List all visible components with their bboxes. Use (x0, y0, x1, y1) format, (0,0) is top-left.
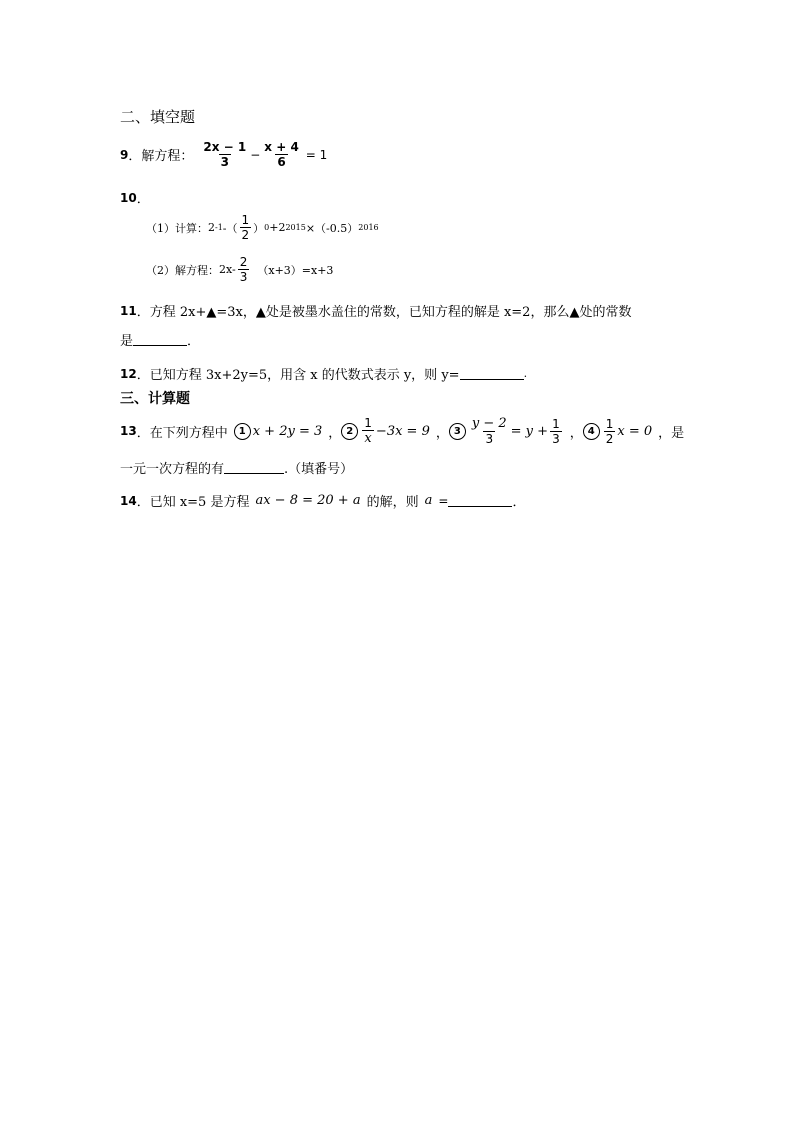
fraction (240, 214, 252, 241)
exponent: 2016 (358, 223, 379, 232)
equation-rhs: = 1 (305, 147, 328, 162)
question-prefix: ．解方程： (128, 149, 194, 164)
question-suffix: . (523, 367, 528, 380)
fraction-denominator: 2 (241, 228, 250, 242)
fraction-numerator: x + 4 (264, 140, 299, 154)
section-title-calculation (120, 388, 190, 408)
question-text: 一元一次方程的有 (120, 462, 225, 477)
fraction (550, 418, 562, 445)
equation-2-rest: −3x = 9 (375, 423, 430, 439)
fraction-denominator: x (364, 431, 372, 446)
equation-1: x + 2y = 3 (252, 423, 323, 439)
question-text: 是 (120, 334, 134, 349)
equation-3-middle: = y + (510, 423, 549, 439)
question-dot: ． (136, 192, 150, 207)
question-text: ．方程 2x+▲=3x，▲处是被墨水盖住的常数，已知方程的解是 x=2，那么▲处的常数 (136, 305, 632, 320)
fraction (470, 417, 509, 445)
question-suffix: ． (512, 495, 526, 510)
answer-blank[interactable] (224, 461, 284, 474)
question-text: ．已知方程 3x+2y=5，用含 x 的代数式表示 y，则 y= (136, 368, 460, 383)
fraction-numerator: 2 (239, 255, 248, 269)
fraction-2 (262, 141, 301, 168)
question-14 (120, 491, 525, 510)
question-suffix: ，是 (658, 425, 685, 441)
part-label: （2）解方程： (146, 263, 219, 277)
circled-number-2: 2 (341, 423, 358, 440)
fraction-denominator: 3 (239, 270, 248, 284)
question-13 (120, 417, 684, 445)
term: （x+3）=x+3 (257, 263, 334, 277)
fraction (604, 418, 616, 445)
circled-number-4: 4 (583, 423, 600, 440)
equals-sign: = (438, 493, 449, 508)
question-number: 11 (120, 303, 137, 318)
question-11 (120, 301, 631, 320)
term: ×（-0.5） (305, 221, 359, 235)
question-9 (120, 141, 327, 168)
answer-blank[interactable] (448, 494, 512, 507)
comma: ， (435, 425, 449, 441)
term: +2 (269, 221, 286, 234)
variable: a (424, 493, 433, 508)
fraction-denominator: 2 (605, 431, 614, 446)
part-label: （1）计算： (146, 221, 208, 235)
question-suffix: .（填番号） (284, 462, 354, 477)
equation-4-rest: x = 0 (617, 423, 653, 439)
section-title-text: 二、填空题 (120, 108, 196, 126)
term: 2 (208, 221, 215, 234)
question-11-line-2 (120, 330, 200, 349)
fraction-numerator: 2x − 1 (203, 140, 247, 154)
section-title-fill-blank (120, 106, 195, 127)
question-suffix: ． (187, 334, 201, 349)
fraction-denominator: 3 (220, 155, 229, 169)
question-10-part-1 (146, 214, 379, 241)
fraction-numerator: y − 2 (471, 416, 507, 431)
question-10-part-2 (146, 256, 333, 283)
question-prefix: ．已知 x=5 是方程 (136, 495, 250, 510)
question-middle: 的解，则 (366, 495, 419, 510)
question-10 (120, 188, 150, 207)
fraction-denominator: 3 (485, 432, 494, 446)
fraction-numerator: 1 (364, 416, 372, 430)
section-title-text: 三、计算题 (120, 391, 190, 407)
question-number: 12 (120, 366, 137, 381)
term: -（ (222, 221, 238, 235)
fraction-numerator: 1 (241, 213, 250, 227)
circled-number-3: 3 (449, 423, 466, 440)
fraction-numerator: 1 (552, 416, 560, 431)
exponent: 2015 (285, 223, 306, 232)
question-number: 14 (120, 493, 137, 508)
question-number: 10 (120, 190, 137, 205)
fraction-1 (201, 141, 248, 168)
equation: ax − 8 = 20 + a (255, 493, 361, 508)
exponent: 0 (264, 223, 270, 232)
exponent: -1 (215, 223, 223, 232)
term: 2x- (219, 263, 236, 276)
comma: ， (569, 425, 583, 441)
circled-number-1: 1 (234, 423, 251, 440)
question-13-line-2 (120, 458, 353, 477)
fraction (362, 417, 374, 445)
question-prefix: ．在下列方程中 (136, 425, 228, 441)
question-number: 9 (120, 147, 129, 162)
question-number: 13 (120, 424, 137, 438)
minus-sign: − (250, 147, 261, 162)
question-12 (120, 364, 527, 383)
term: ） (253, 221, 265, 235)
fraction-denominator: 3 (552, 431, 560, 446)
fraction-numerator: 1 (605, 416, 614, 431)
fraction (238, 256, 250, 283)
answer-blank[interactable] (460, 367, 524, 380)
comma: ， (328, 425, 342, 441)
fraction-denominator: 6 (277, 155, 286, 169)
answer-blank[interactable] (133, 333, 187, 346)
